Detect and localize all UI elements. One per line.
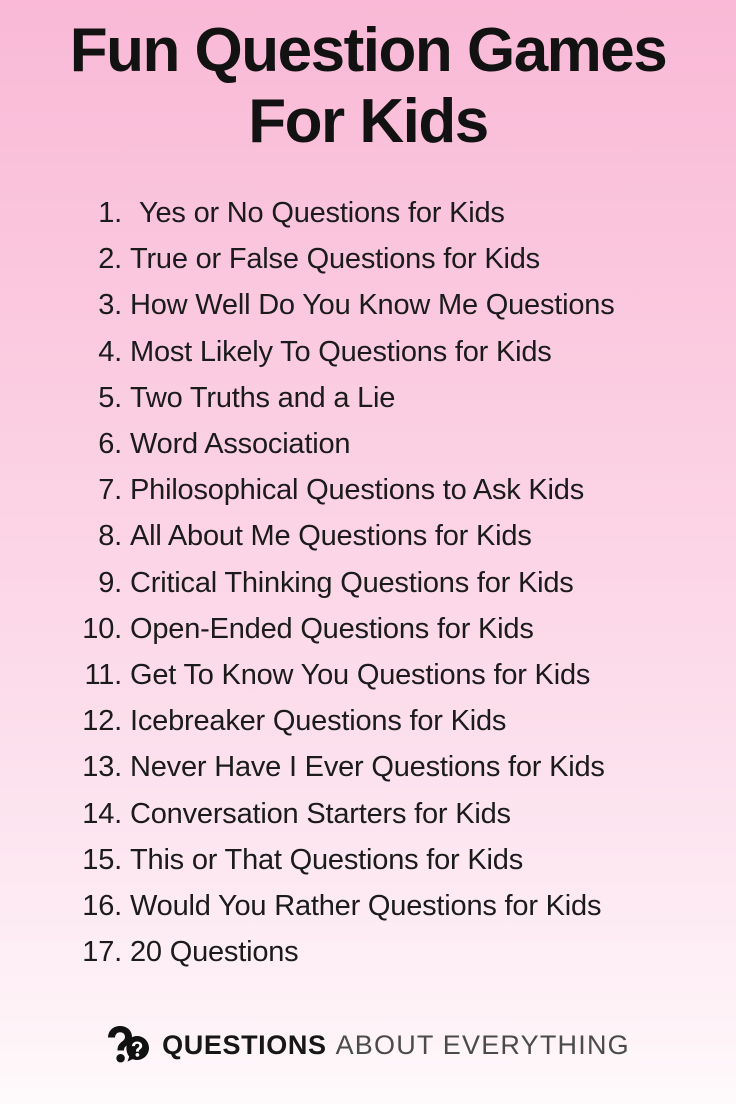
list-item-number: 4. (98, 335, 122, 368)
list-item-label: Conversation Starters for Kids (130, 797, 511, 830)
list-item-number: 9. (98, 566, 122, 599)
question-games-list (64, 190, 706, 975)
list-item (64, 791, 706, 837)
list-item (64, 282, 706, 328)
list-item-label: Open-Ended Questions for Kids (130, 612, 534, 645)
list-item-label: Two Truths and a Lie (130, 381, 396, 414)
list-item-label: Philosophical Questions to Ask Kids (130, 474, 585, 507)
list-item-number: 2. (98, 243, 122, 276)
list-item-number: 16. (82, 889, 122, 922)
list-item (64, 652, 706, 698)
list-container (0, 156, 736, 1012)
list-item-number: 11. (84, 658, 122, 691)
list-item (64, 467, 706, 513)
list-item-label: Critical Thinking Questions for Kids (130, 566, 574, 599)
list-item-number: 3. (98, 289, 122, 322)
brand-name-light: ABOUT EVERYTHING (335, 1029, 630, 1060)
brand-wordmark (162, 1030, 630, 1061)
list-item (64, 883, 706, 929)
list-item (64, 698, 706, 744)
list-item (64, 837, 706, 883)
page-title (0, 0, 736, 156)
title-line-2: For Kids (248, 86, 488, 156)
list-item (64, 744, 706, 790)
title-line-1: Fun Question Games (69, 16, 667, 85)
list-item-number: 14. (82, 797, 122, 830)
list-item (64, 513, 706, 559)
list-item (64, 329, 706, 375)
list-item-number: 15. (82, 843, 122, 876)
list-item-label: Never Have I Ever Questions for Kids (130, 751, 605, 784)
list-item-number: 7. (98, 474, 122, 507)
list-item-number: 8. (98, 520, 122, 553)
list-item-label: Would You Rather Questions for Kids (130, 889, 602, 922)
brand-name-bold: QUESTIONS (162, 1029, 327, 1060)
list-item (64, 929, 706, 975)
list-item (64, 560, 706, 606)
list-item (64, 236, 706, 282)
list-item (64, 190, 706, 236)
list-item-label: Yes or No Questions for Kids (139, 196, 505, 229)
list-item-label: True or False Questions for Kids (130, 243, 540, 276)
list-item (64, 421, 706, 467)
list-item-number: 12. (82, 705, 122, 738)
list-item-number: 10. (82, 612, 122, 645)
list-item-number: 13. (82, 751, 122, 784)
list-item-number: 6. (98, 427, 122, 460)
list-item (64, 375, 706, 421)
list-item-label: Most Likely To Questions for Kids (130, 335, 552, 368)
list-item-label: Icebreaker Questions for Kids (130, 705, 507, 738)
list-item-number: 1. (98, 196, 122, 229)
list-item-label: 20 Questions (130, 936, 299, 969)
list-item-number: 17. (82, 936, 122, 969)
question-mark-logo-icon (106, 1022, 152, 1068)
list-item (64, 606, 706, 652)
list-item-label: How Well Do You Know Me Questions (130, 289, 615, 322)
footer-branding (0, 1012, 736, 1104)
list-item-label: Word Association (130, 427, 351, 460)
list-item-label: Get To Know You Questions for Kids (130, 658, 591, 691)
list-item-label: This or That Questions for Kids (130, 843, 523, 876)
list-item-label: All About Me Questions for Kids (130, 520, 532, 553)
list-item-number: 5. (98, 381, 122, 414)
